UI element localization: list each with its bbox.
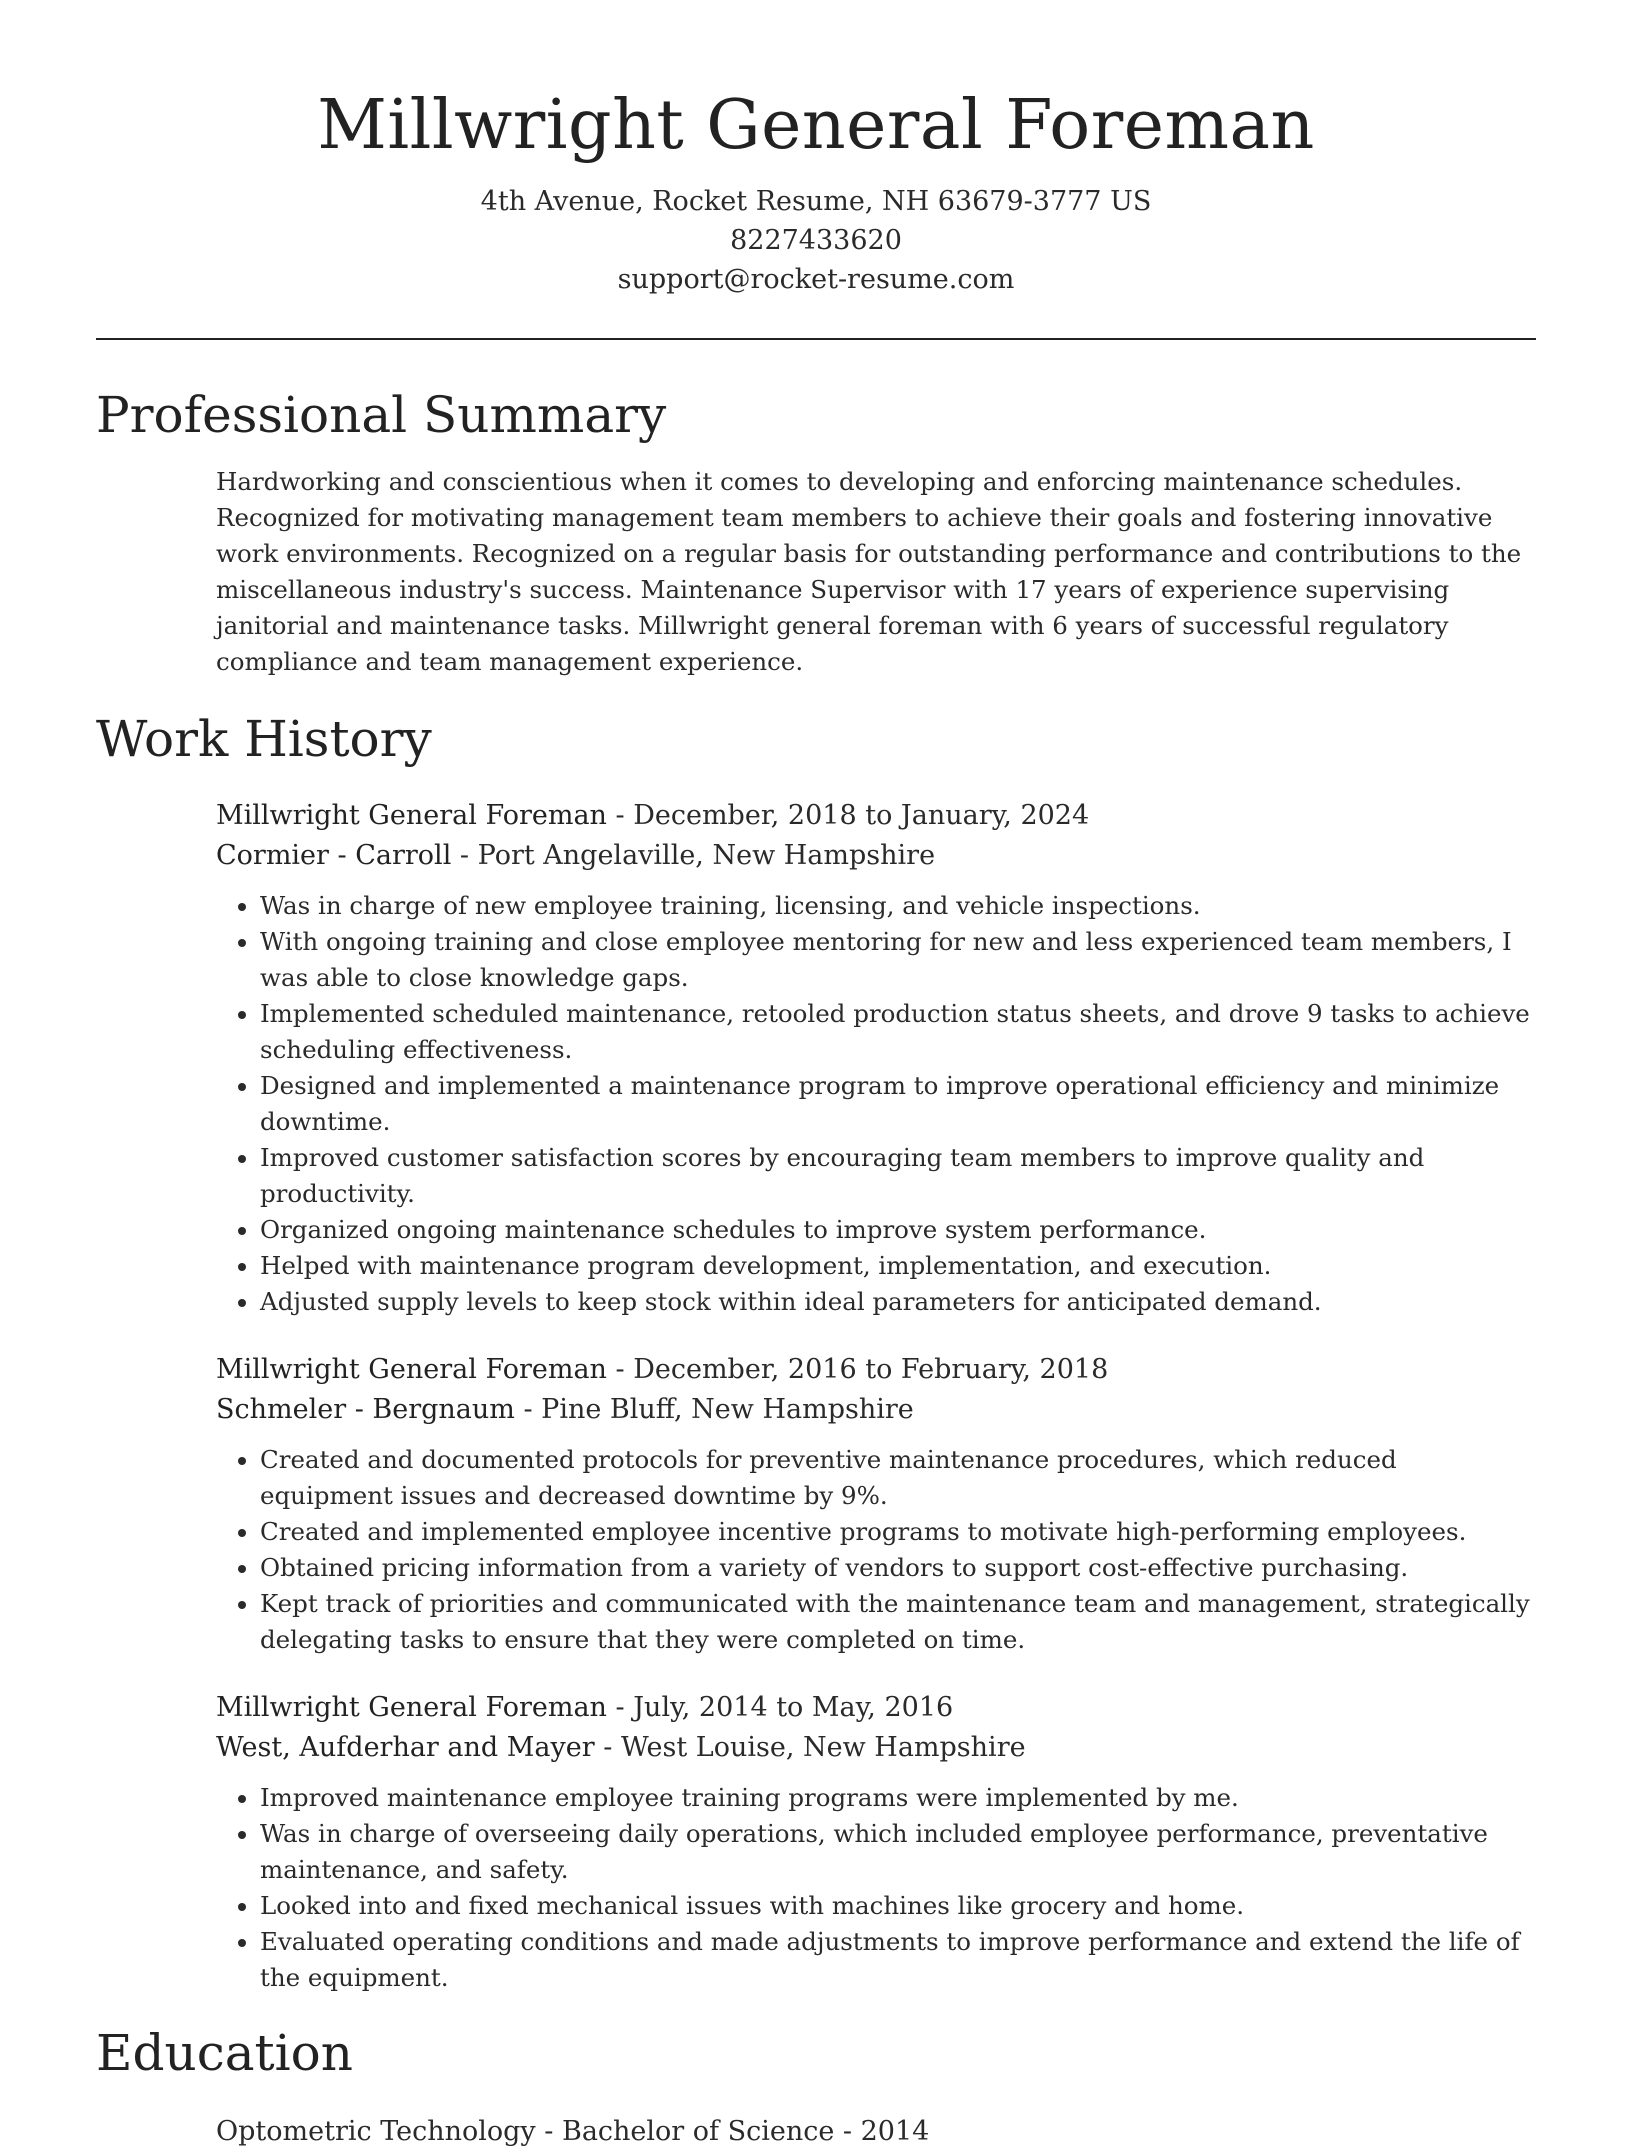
bullet-item: • Kept track of priorities and communicated with the maintenance team and management, strategically delegating tasks to ensure that they were completed on time. xyxy=(260,1586,1536,1658)
job-title-line xyxy=(216,796,1536,836)
summary-section xyxy=(216,464,1536,680)
job-role: Millwright General Foreman xyxy=(216,1692,607,1723)
bullet-item: • Obtained pricing information from a variety of vendors to support cost-effective purchasing. xyxy=(260,1550,1536,1586)
bullet-item: • Was in charge of overseeing daily operations, which included employee performance, preventative maintenance, and safety. xyxy=(260,1816,1536,1888)
job-company: Schmeler - Bergnaum xyxy=(216,1394,515,1425)
education-section xyxy=(216,2112,1536,2152)
job-company-line xyxy=(216,1728,1536,1768)
bullet-item: • Organized ongoing maintenance schedules to improve system performance. xyxy=(260,1212,1536,1248)
job-company: West, Aufderhar and Mayer xyxy=(216,1732,595,1763)
job-location: - West Louise, New Hampshire xyxy=(594,1732,1026,1763)
email-address: support@rocket-resume.com xyxy=(617,264,1015,295)
education-degree: - Bachelor of Science xyxy=(535,2116,835,2147)
job-title-line xyxy=(216,1350,1536,1390)
bullet-item: • Implemented scheduled maintenance, retooled production status sheets, and drove 9 tasks to achieve scheduling effectiveness. xyxy=(260,996,1536,1068)
contact-block xyxy=(96,182,1536,299)
bullet-item: • Evaluated operating conditions and made adjustments to improve performance and extend the life of the equipment. xyxy=(260,1924,1536,1996)
job-title-line xyxy=(216,1688,1536,1728)
bullet-item: • Was in charge of new employee training, licensing, and vehicle inspections. xyxy=(260,888,1536,924)
job-entry xyxy=(216,796,1536,1320)
job-company: Cormier - Carroll xyxy=(216,840,452,871)
job-location: - Port Angelaville, New Hampshire xyxy=(451,840,936,871)
job-entry xyxy=(216,1350,1536,1658)
address: 4th Avenue, Rocket Resume, NH 63679-3777 US xyxy=(480,186,1152,217)
bullet-item: • Created and documented protocols for preventive maintenance procedures, which reduced equipment issues and decreased downtime by 9%. xyxy=(260,1442,1536,1514)
bullet-item: • With ongoing training and close employee mentoring for new and less experienced team members, I was able to close knowledge gaps. xyxy=(260,924,1536,996)
job-dates: - December, 2016 to February, 2018 xyxy=(606,1354,1109,1385)
education-field: Optometric Technology xyxy=(216,2116,536,2147)
job-bullets xyxy=(216,1442,1536,1658)
bullet-item: • Improved customer satisfaction scores by encouraging team members to improve quality and productivity. xyxy=(260,1140,1536,1212)
bullet-item: • Helped with maintenance program development, implementation, and execution. xyxy=(260,1248,1536,1284)
bullet-item: • Looked into and fixed mechanical issues with machines like grocery and home. xyxy=(260,1888,1536,1924)
phone-number: 8227433620 xyxy=(730,225,902,256)
job-bullets xyxy=(216,1780,1536,1996)
job-dates: - December, 2018 to January, 2024 xyxy=(606,800,1090,831)
work-history-section xyxy=(216,796,1536,1996)
job-role: Millwright General Foreman xyxy=(216,800,607,831)
resume-header xyxy=(96,0,1536,299)
work-history-heading: Work History xyxy=(96,710,432,768)
job-role: Millwright General Foreman xyxy=(216,1354,607,1385)
job-company-line xyxy=(216,1390,1536,1430)
bullet-item: • Designed and implemented a maintenance program to improve operational efficiency and minimize downtime. xyxy=(260,1068,1536,1140)
header-divider xyxy=(96,338,1536,340)
summary-text: Hardworking and conscientious when it comes to developing and enforcing maintenance schedules. Recognized for motivating management team members to achieve their goals and fostering innovative work environments. Recognized on a regular basis for outstanding performance and contributions to the miscellaneous industry's success. Maintenance Supervisor with 17 years of experience supervising janitorial and maintenance tasks. Millwright general foreman with 6 years of successful regulatory compliance and team management experience. xyxy=(216,467,1522,676)
job-dates: - July, 2014 to May, 2016 xyxy=(606,1692,954,1723)
education-year: - 2014 xyxy=(834,2116,930,2147)
job-location: - Pine Bluff, New Hampshire xyxy=(514,1394,914,1425)
job-entry xyxy=(216,1688,1536,1996)
candidate-name: Millwright General Foreman xyxy=(317,86,1315,165)
bullet-item: • Adjusted supply levels to keep stock within ideal parameters for anticipated demand. xyxy=(260,1284,1536,1320)
education-heading: Education xyxy=(96,2024,353,2082)
bullet-item: • Created and implemented employee incentive programs to motivate high-performing employees. xyxy=(260,1514,1536,1550)
bullet-item: • Improved maintenance employee training programs were implemented by me. xyxy=(260,1780,1536,1816)
job-company-line xyxy=(216,836,1536,876)
job-bullets xyxy=(216,888,1536,1320)
summary-heading: Professional Summary xyxy=(96,386,667,444)
education-entry xyxy=(216,2112,1536,2152)
